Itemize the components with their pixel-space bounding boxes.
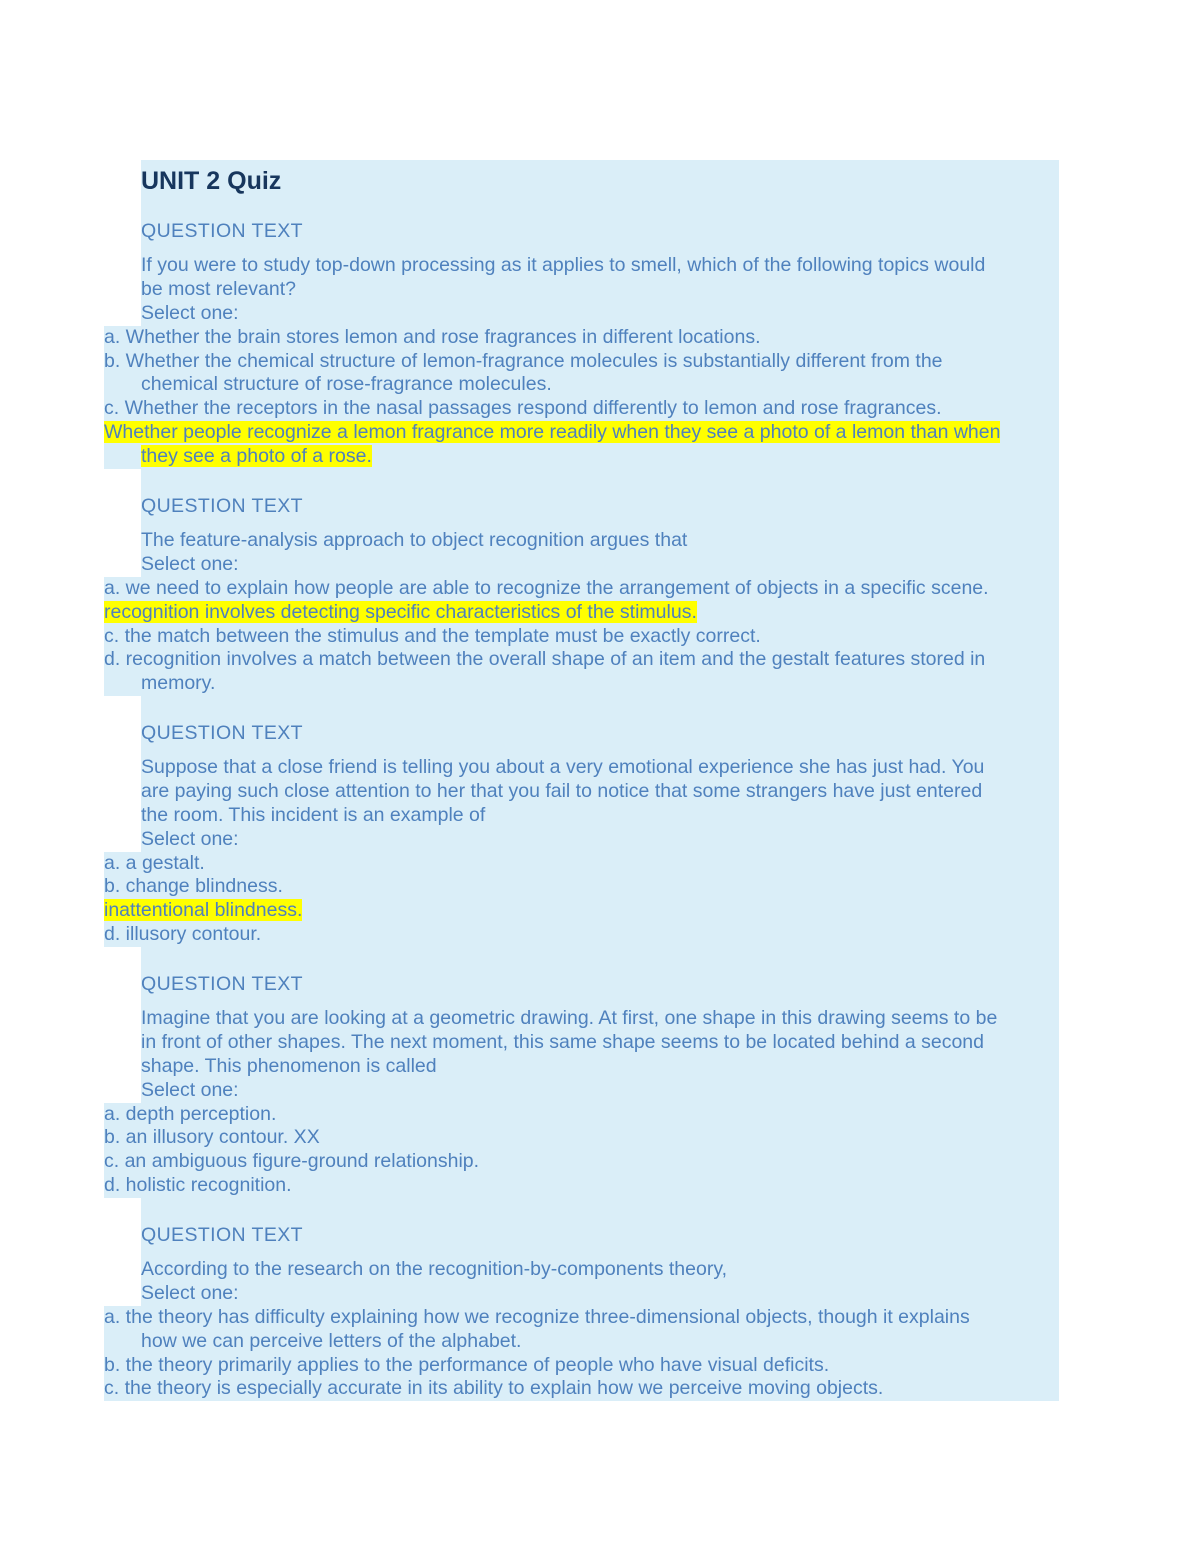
question-text-line: According to the research on the recognition-by-components theory, [141,1258,1059,1282]
answer-highlight: they see a photo of a rose. [141,445,372,468]
question-label: QUESTION TEXT [141,722,1059,746]
question-1 [0,208,1200,469]
option-a[interactable]: a. the theory has difficulty explaining how we recognize three-dimensional objects, though it explains [104,1306,1059,1330]
option-b[interactable]: b. an illusory contour. XX [104,1126,1059,1150]
option-c[interactable]: c. an ambiguous figure-ground relationship. [104,1150,1059,1174]
option-d-selected[interactable] [104,421,1059,445]
select-one-label: Select one: [141,828,1059,852]
option-c[interactable]: c. Whether the receptors in the nasal passages respond differently to lemon and rose fragrances. [104,397,1059,421]
option-b[interactable]: b. Whether the chemical structure of lemon-fragrance molecules is substantially different from the [104,350,1059,374]
question-4 [0,947,1200,1198]
answer-highlight: inattentional blindness. [104,899,303,922]
question-label: QUESTION TEXT [141,495,1059,519]
page-title: UNIT 2 Quiz [141,160,1059,208]
question-3 [0,696,1200,947]
question-label: QUESTION TEXT [141,973,1059,997]
question-5 [0,1198,1200,1401]
option-c[interactable]: c. the theory is especially accurate in its ability to explain how we perceive moving objects. [104,1377,1059,1401]
option-b-selected[interactable] [104,601,1059,625]
option-b[interactable]: b. the theory primarily applies to the performance of people who have visual deficits. [104,1354,1059,1378]
question-label: QUESTION TEXT [141,1224,1059,1248]
option-a[interactable]: a. we need to explain how people are able to recognize the arrangement of objects in a specific scene. [104,577,1059,601]
question-label: QUESTION TEXT [141,220,1059,244]
answer-highlight: recognition involves detecting specific characteristics of the stimulus. [104,600,697,623]
question-text-line: in front of other shapes. The next moment, this same shape seems to be located behind a second [141,1031,1059,1055]
question-text-line: are paying such close attention to her that you fail to notice that some strangers have just entered [141,780,1059,804]
question-text-line: If you were to study top-down processing as it applies to smell, which of the following topics would [141,254,1059,278]
option-d[interactable]: d. illusory contour. [104,923,1059,947]
option-c-selected[interactable] [104,899,1059,923]
option-c[interactable]: c. the match between the stimulus and the template must be exactly correct. [104,625,1059,649]
question-text-line: Suppose that a close friend is telling you about a very emotional experience she has just had. You [141,756,1059,780]
option-d-continued [104,445,1059,469]
question-text-line: the room. This incident is an example of [141,804,1059,828]
answer-highlight: Whether people recognize a lemon fragrance more readily when they see a photo of a lemon than when [104,421,1001,444]
question-text-line: shape. This phenomenon is called [141,1055,1059,1079]
select-one-label: Select one: [141,1282,1059,1306]
select-one-label: Select one: [141,302,1059,326]
option-d[interactable]: d. recognition involves a match between the overall shape of an item and the gestalt features stored in [104,648,1059,672]
question-text-line: Imagine that you are looking at a geometric drawing. At first, one shape in this drawing seems to be [141,1007,1059,1031]
select-one-label: Select one: [141,1079,1059,1103]
option-a[interactable]: a. depth perception. [104,1103,1059,1127]
option-d-continued: memory. [104,672,1059,696]
option-b-continued: chemical structure of rose-fragrance molecules. [104,373,1059,397]
option-a[interactable]: a. a gestalt. [104,852,1059,876]
option-d[interactable]: d. holistic recognition. [104,1174,1059,1198]
question-text-line: be most relevant? [141,278,1059,302]
question-text-line: The feature-analysis approach to object recognition argues that [141,529,1059,553]
option-a[interactable]: a. Whether the brain stores lemon and rose fragrances in different locations. [104,326,1059,350]
select-one-label: Select one: [141,553,1059,577]
option-b[interactable]: b. change blindness. [104,875,1059,899]
option-a-continued: how we can perceive letters of the alphabet. [104,1330,1059,1354]
question-2 [0,469,1200,696]
